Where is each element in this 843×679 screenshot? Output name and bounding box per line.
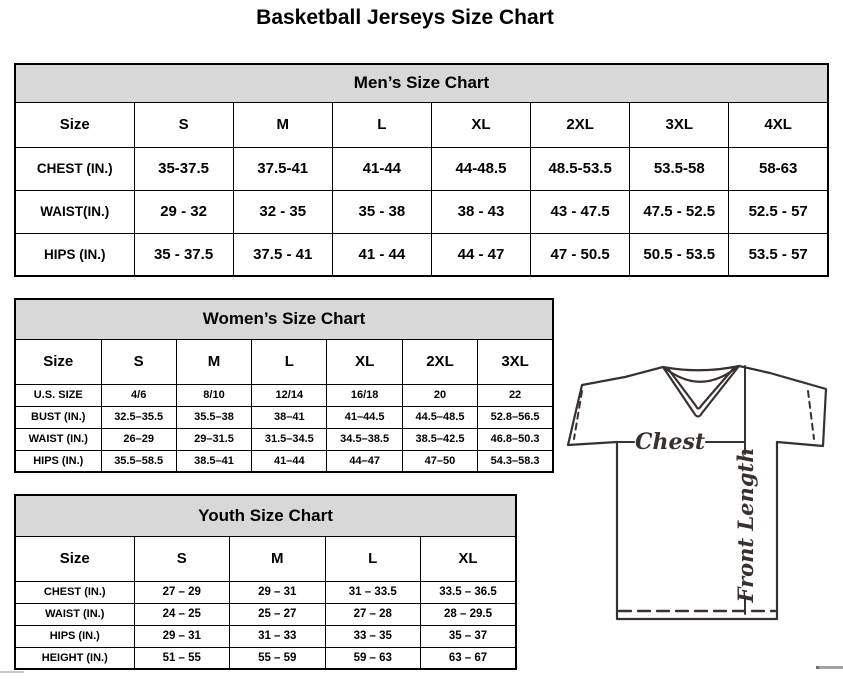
size-value-cell: 32 - 35 xyxy=(233,190,332,233)
size-value-cell: 26–29 xyxy=(101,428,176,450)
womens-size-chart-table xyxy=(14,298,554,473)
size-value-cell: 28 – 29.5 xyxy=(421,603,517,625)
column-header: 2XL xyxy=(531,102,630,147)
size-value-cell: 44.5–48.5 xyxy=(402,406,477,428)
size-value-cell: 52.8–56.5 xyxy=(478,406,553,428)
table-row xyxy=(15,147,828,190)
size-value-cell: 29 - 32 xyxy=(134,190,233,233)
row-label: WAIST (IN.) xyxy=(15,428,101,450)
table-title: Men’s Size Chart xyxy=(15,64,828,102)
column-header: XL xyxy=(421,536,517,581)
size-value-cell: 35-37.5 xyxy=(134,147,233,190)
size-value-cell: 55 – 59 xyxy=(230,647,326,669)
row-label: HEIGHT (IN.) xyxy=(15,647,134,669)
size-value-cell: 35 - 37.5 xyxy=(134,233,233,276)
column-header: XL xyxy=(431,102,530,147)
size-column-header: Size xyxy=(15,102,134,147)
size-value-cell: 37.5-41 xyxy=(233,147,332,190)
column-header: L xyxy=(332,102,431,147)
column-header: 3XL xyxy=(478,339,553,384)
size-column-header: Size xyxy=(15,536,134,581)
table-row xyxy=(15,406,553,428)
size-value-cell: 38–41 xyxy=(252,406,327,428)
row-label: WAIST (IN.) xyxy=(15,603,134,625)
column-header: S xyxy=(134,536,230,581)
row-label: U.S. SIZE xyxy=(15,384,101,406)
size-value-cell: 31 – 33 xyxy=(230,625,326,647)
table-row xyxy=(15,647,516,669)
size-value-cell: 63 – 67 xyxy=(421,647,517,669)
size-value-cell: 47–50 xyxy=(402,450,477,472)
size-value-cell: 41–44.5 xyxy=(327,406,402,428)
column-header: L xyxy=(325,536,421,581)
size-value-cell: 33 – 35 xyxy=(325,625,421,647)
size-value-cell: 33.5 – 36.5 xyxy=(421,581,517,603)
size-value-cell: 44-48.5 xyxy=(431,147,530,190)
table-row xyxy=(15,450,553,472)
size-value-cell: 25 – 27 xyxy=(230,603,326,625)
size-value-cell: 32.5–35.5 xyxy=(101,406,176,428)
front-length-label: Front Length xyxy=(733,447,758,603)
size-value-cell: 58-63 xyxy=(729,147,828,190)
scrollbar-fragment-right xyxy=(816,666,843,669)
size-value-cell: 16/18 xyxy=(327,384,402,406)
jersey-outline xyxy=(568,366,826,619)
size-value-cell: 41 - 44 xyxy=(332,233,431,276)
scrollbar-fragment-left xyxy=(0,671,24,673)
table-row xyxy=(15,233,828,276)
size-value-cell: 4/6 xyxy=(101,384,176,406)
size-value-cell: 29 – 31 xyxy=(134,625,230,647)
page-title: Basketball Jerseys Size Chart xyxy=(256,6,554,29)
size-value-cell: 47.5 - 52.5 xyxy=(630,190,729,233)
youth-size-chart-table xyxy=(14,494,517,670)
size-value-cell: 48.5-53.5 xyxy=(531,147,630,190)
size-value-cell: 54.3–58.3 xyxy=(478,450,553,472)
size-value-cell: 22 xyxy=(478,384,553,406)
column-header: L xyxy=(252,339,327,384)
size-value-cell: 53.5-58 xyxy=(630,147,729,190)
size-value-cell: 43 - 47.5 xyxy=(531,190,630,233)
column-header: XL xyxy=(327,339,402,384)
table-row xyxy=(15,428,553,450)
table-row xyxy=(15,625,516,647)
column-header: M xyxy=(233,102,332,147)
size-value-cell: 35.5–58.5 xyxy=(101,450,176,472)
column-header: 3XL xyxy=(630,102,729,147)
table-row xyxy=(15,384,553,406)
row-label: BUST (IN.) xyxy=(15,406,101,428)
row-label: CHEST (IN.) xyxy=(15,147,134,190)
size-value-cell: 52.5 - 57 xyxy=(729,190,828,233)
column-header: S xyxy=(134,102,233,147)
size-value-cell: 31 – 33.5 xyxy=(325,581,421,603)
size-value-cell: 41-44 xyxy=(332,147,431,190)
row-label: HIPS (IN.) xyxy=(15,625,134,647)
size-value-cell: 46.8–50.3 xyxy=(478,428,553,450)
size-value-cell: 29 – 31 xyxy=(230,581,326,603)
mens-size-chart-table xyxy=(14,63,829,275)
column-header: 2XL xyxy=(402,339,477,384)
row-label: HIPS (IN.) xyxy=(15,450,101,472)
size-value-cell: 50.5 - 53.5 xyxy=(630,233,729,276)
size-value-cell: 35 – 37 xyxy=(421,625,517,647)
table-row xyxy=(15,603,516,625)
size-value-cell: 44–47 xyxy=(327,450,402,472)
size-value-cell: 27 – 28 xyxy=(325,603,421,625)
size-value-cell: 41–44 xyxy=(252,450,327,472)
size-value-cell: 8/10 xyxy=(176,384,251,406)
size-value-cell: 53.5 - 57 xyxy=(729,233,828,276)
size-value-cell: 29–31.5 xyxy=(176,428,251,450)
row-label: HIPS (IN.) xyxy=(15,233,134,276)
chest-label: Chest xyxy=(634,429,706,455)
size-value-cell: 51 – 55 xyxy=(134,647,230,669)
row-label: CHEST (IN.) xyxy=(15,581,134,603)
jersey-measurement-diagram xyxy=(555,353,843,643)
table-row xyxy=(15,190,828,233)
size-value-cell: 44 - 47 xyxy=(431,233,530,276)
size-value-cell: 12/14 xyxy=(252,384,327,406)
size-value-cell: 35.5–38 xyxy=(176,406,251,428)
size-value-cell: 47 - 50.5 xyxy=(531,233,630,276)
size-column-header: Size xyxy=(15,339,101,384)
size-value-cell: 38 - 43 xyxy=(431,190,530,233)
row-label: WAIST(IN.) xyxy=(15,190,134,233)
size-value-cell: 59 – 63 xyxy=(325,647,421,669)
size-value-cell: 27 – 29 xyxy=(134,581,230,603)
column-header: M xyxy=(230,536,326,581)
table-title: Women’s Size Chart xyxy=(15,299,553,339)
size-value-cell: 37.5 - 41 xyxy=(233,233,332,276)
size-value-cell: 34.5–38.5 xyxy=(327,428,402,450)
table-row xyxy=(15,581,516,603)
size-value-cell: 20 xyxy=(402,384,477,406)
column-header: 4XL xyxy=(729,102,828,147)
column-header: M xyxy=(176,339,251,384)
size-value-cell: 24 – 25 xyxy=(134,603,230,625)
size-value-cell: 38.5–41 xyxy=(176,450,251,472)
size-value-cell: 35 - 38 xyxy=(332,190,431,233)
size-value-cell: 31.5–34.5 xyxy=(252,428,327,450)
size-value-cell: 38.5–42.5 xyxy=(402,428,477,450)
column-header: S xyxy=(101,339,176,384)
table-title: Youth Size Chart xyxy=(15,495,516,536)
